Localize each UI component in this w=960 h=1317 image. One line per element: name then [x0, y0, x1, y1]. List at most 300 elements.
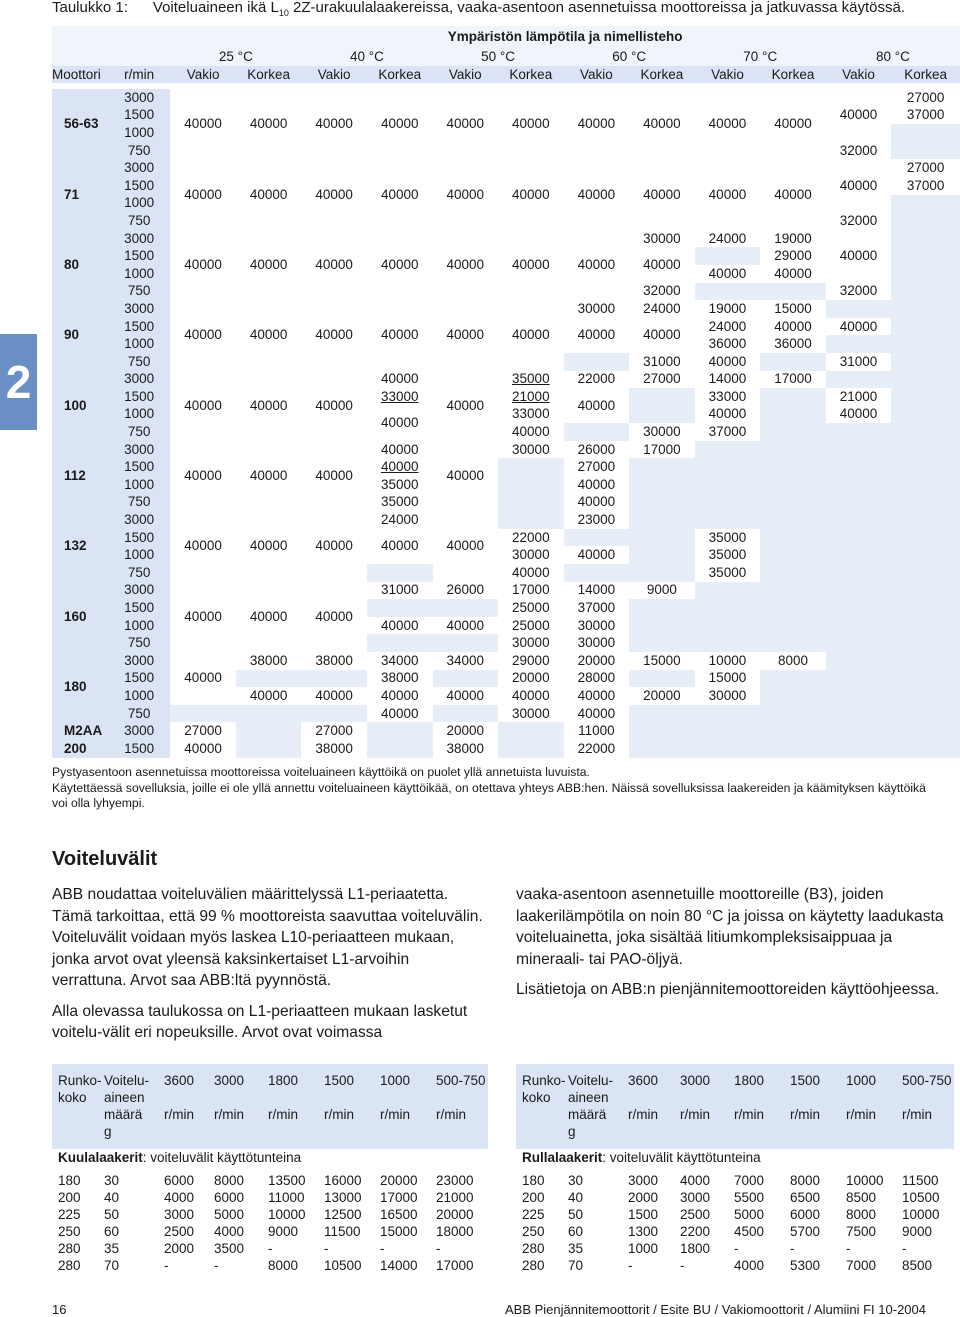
value-cell: 40000 — [170, 230, 236, 300]
value-cell: 15000 — [629, 652, 695, 670]
value-cell: 26000 — [433, 582, 499, 600]
value-cell: 40000 — [826, 89, 892, 142]
rpm-cell: 1500 — [108, 247, 170, 265]
value-cell: 31000 — [367, 582, 433, 600]
temp-40: 40 °C — [350, 49, 384, 64]
header-amount: määrä — [98, 1106, 158, 1123]
header-frame: Runko- — [52, 1072, 98, 1089]
value-cell: 31000 — [629, 353, 695, 371]
header-unit: r/min — [374, 1106, 430, 1123]
cell: 2000 — [622, 1189, 674, 1206]
header-amount: aineen — [98, 1089, 158, 1106]
value-cell: 20000 — [498, 670, 564, 688]
header-speed: 3600 — [622, 1072, 674, 1089]
value-cell: 15000 — [760, 300, 826, 318]
table-row — [52, 1223, 488, 1240]
col-korkea: Korkea — [904, 66, 948, 82]
cell: 11000 — [262, 1189, 318, 1206]
motor-label: 90 — [52, 300, 108, 370]
temp-50: 50 °C — [481, 49, 516, 64]
value-cell: 19000 — [695, 300, 761, 318]
value-cell: 40000 — [498, 300, 564, 370]
value-cell: 27000 — [170, 722, 236, 740]
section-row — [516, 1149, 954, 1166]
value-cell: 40000 — [236, 582, 302, 652]
value-cell: 40000 — [236, 230, 302, 300]
cell: 2200 — [674, 1223, 728, 1240]
table-note-1: Pystyasentoon asennetuissa moottoreissa voiteluaineen käyttöikä on puolet yllä annetuista luvuista. — [52, 765, 590, 779]
value-cell: 33000 — [498, 406, 564, 424]
cell: 20000 — [430, 1206, 488, 1223]
value-cell: 40000 — [367, 687, 433, 705]
cell: 6000 — [158, 1172, 208, 1189]
value-cell: 40000 — [498, 687, 564, 705]
col-vakio: Vakio — [448, 66, 482, 82]
rpm-cell: 1000 — [108, 406, 170, 424]
rpm-cell: 1500 — [108, 318, 170, 336]
temp-25: 25 °C — [218, 49, 253, 64]
value-cell: 40000 — [367, 406, 433, 441]
header-unit: r/min — [158, 1106, 208, 1123]
value-cell: 40000 — [367, 458, 433, 476]
col-motor: Moottori — [52, 66, 101, 82]
value-cell: 22000 — [498, 529, 564, 547]
roller-bearing-table — [516, 1064, 954, 1274]
header-unit: r/min — [728, 1106, 784, 1123]
caption-prefix: Taulukko 1: — [52, 0, 128, 16]
motor-label: 71 — [52, 159, 108, 229]
value-cell: 27000 — [891, 89, 960, 107]
header-unit: r/min — [208, 1106, 262, 1123]
value-cell: 40000 — [170, 300, 236, 370]
ball-rows — [52, 1172, 488, 1274]
cell: 6500 — [784, 1189, 840, 1206]
value-cell: 40000 — [170, 441, 236, 511]
section-title: Voiteluvälit — [52, 848, 158, 870]
cell: 13000 — [318, 1189, 374, 1206]
value-cell: 11000 — [564, 722, 630, 740]
section-row — [52, 1149, 488, 1166]
value-cell: 34000 — [433, 652, 499, 670]
cell: 17000 — [430, 1257, 488, 1274]
cell: 10000 — [840, 1172, 896, 1189]
value-cell: 10000 — [695, 652, 761, 670]
value-cell: 40000 — [236, 441, 302, 511]
value-cell: 40000 — [498, 564, 564, 582]
value-cell: 30000 — [498, 546, 564, 564]
col-korkea: Korkea — [640, 66, 684, 82]
value-cell: 40000 — [629, 247, 695, 282]
value-cell: 35000 — [695, 529, 761, 547]
value-cell: 25000 — [498, 599, 564, 617]
value-cell: 27000 — [301, 722, 367, 740]
table-row — [516, 1223, 954, 1240]
cell: - — [318, 1240, 374, 1257]
value-cell: 40000 — [695, 353, 761, 371]
header-frame: koko — [516, 1089, 562, 1106]
cell: 18000 — [430, 1223, 488, 1240]
cell: 16000 — [318, 1172, 374, 1189]
value-cell: 8000 — [760, 652, 826, 670]
value-cell: 40000 — [236, 371, 302, 441]
motor-label: 180 — [52, 652, 108, 722]
value-cell: 32000 — [826, 212, 892, 230]
cell: 250 — [516, 1223, 562, 1240]
value-cell: 40000 — [236, 159, 302, 229]
value-cell: 40000 — [236, 511, 302, 581]
value-cell: 40000 — [170, 89, 236, 159]
value-cell: 40000 — [498, 159, 564, 229]
header-frame: koko — [52, 1089, 98, 1106]
cell: 8000 — [784, 1172, 840, 1189]
table-caption — [52, 0, 905, 21]
table-row — [52, 1240, 488, 1257]
cell: 180 — [52, 1172, 98, 1189]
value-cell: 40000 — [629, 89, 695, 159]
header-amount: Voitelu- — [98, 1072, 158, 1089]
col-vakio: Vakio — [186, 66, 220, 82]
cell: 8500 — [896, 1257, 954, 1274]
table-row — [516, 1172, 954, 1189]
temp-80: 80 °C — [875, 49, 910, 64]
value-cell: 34000 — [367, 652, 433, 670]
value-cell: 24000 — [367, 511, 433, 529]
value-cell: 40000 — [367, 230, 433, 300]
value-cell: 30000 — [564, 634, 630, 652]
col-rpm: r/min — [124, 66, 155, 82]
rpm-cell: 1000 — [108, 476, 170, 494]
temp-70: 70 °C — [743, 49, 778, 64]
paragraph: Alla olevassa taulukossa on L1-periaatteen mukaan lasketut voitelu-välit eri nopeuksille. Arvot ovat voimassa — [52, 1002, 468, 1041]
cell: 250 — [52, 1223, 98, 1240]
value-cell: 22000 — [564, 740, 630, 758]
cell: 50 — [98, 1206, 158, 1223]
value-cell: 40000 — [564, 159, 630, 229]
rpm-cell: 750 — [108, 423, 170, 441]
rpm-cell: 1500 — [108, 177, 170, 195]
cell: 7000 — [728, 1172, 784, 1189]
value-cell: 37000 — [564, 599, 630, 617]
rpm-cell: 3000 — [108, 582, 170, 600]
cell: - — [728, 1240, 784, 1257]
value-cell: 40000 — [760, 89, 826, 159]
cell: 5300 — [784, 1257, 840, 1274]
col-vakio: Vakio — [317, 66, 351, 82]
value-cell: 32000 — [629, 283, 695, 301]
cell: 2500 — [158, 1223, 208, 1240]
value-cell: 32000 — [826, 283, 892, 301]
rpm-cell: 3000 — [108, 300, 170, 318]
motor-label: 80 — [52, 230, 108, 300]
value-cell: 20000 — [629, 687, 695, 705]
value-cell: 30000 — [564, 300, 630, 318]
paragraph: vaaka-asentoon asennetuille moottoreille (B3), joiden laakerilämpötila on noin 80 °C ja joissa on käytetty laadukasta voiteluainetta, joka sisältää litiumkompleksisaippuaa ja mineraali- tai PAO-öljyä. — [516, 886, 944, 968]
motor-label: 100 — [52, 371, 108, 441]
rpm-cell: 750 — [108, 212, 170, 230]
cell: 9000 — [896, 1223, 954, 1240]
rpm-cell: 1000 — [108, 335, 170, 353]
value-cell: 40000 — [826, 159, 892, 212]
col-vakio: Vakio — [842, 66, 875, 82]
value-cell: 40000 — [367, 159, 433, 229]
rpm-cell: 1000 — [108, 124, 170, 142]
cell: 40 — [98, 1189, 158, 1206]
cell: 1500 — [622, 1206, 674, 1223]
value-cell: 40000 — [826, 230, 892, 283]
col-korkea: Korkea — [509, 66, 553, 82]
cell: 60 — [98, 1223, 158, 1240]
value-cell: 35000 — [498, 371, 564, 389]
value-cell: 15000 — [695, 670, 761, 688]
cell: 4000 — [728, 1257, 784, 1274]
cell: 7000 — [840, 1257, 896, 1274]
value-cell: 40000 — [695, 265, 761, 283]
value-cell: 36000 — [760, 335, 826, 353]
cell: 35 — [562, 1240, 622, 1257]
cell: 180 — [516, 1172, 562, 1189]
header-unit: r/min — [784, 1106, 840, 1123]
cell: 40 — [562, 1189, 622, 1206]
cell: 6000 — [208, 1189, 262, 1206]
value-cell: 35000 — [695, 546, 761, 564]
header-speed: 1000 — [840, 1072, 896, 1089]
value-cell: 40000 — [760, 159, 826, 229]
cell: 35 — [98, 1240, 158, 1257]
rpm-cell: 750 — [108, 353, 170, 371]
rpm-cell: 3000 — [108, 230, 170, 248]
cell: 11500 — [318, 1223, 374, 1240]
value-cell: 40000 — [236, 89, 302, 159]
value-cell: 40000 — [367, 300, 433, 370]
value-cell: 40000 — [301, 89, 367, 159]
cell: - — [158, 1257, 208, 1274]
cell: 15000 — [374, 1223, 430, 1240]
value-cell: 31000 — [826, 353, 892, 371]
rpm-cell: 3000 — [108, 371, 170, 389]
rpm-cell: 750 — [108, 142, 170, 160]
cell: - — [622, 1257, 674, 1274]
cell: - — [208, 1257, 262, 1274]
value-cell: 40000 — [695, 159, 761, 229]
table-row — [52, 1206, 488, 1223]
header-speed: 500-750 — [896, 1072, 954, 1089]
value-cell: 40000 — [170, 159, 236, 229]
value-cell: 20000 — [433, 722, 499, 740]
value-cell: 40000 — [367, 371, 433, 389]
table-row — [52, 1189, 488, 1206]
rpm-cell: 3000 — [108, 441, 170, 459]
rpm-cell: 1500 — [108, 458, 170, 476]
grease-life-table — [52, 26, 960, 758]
paragraph: ABB noudattaa voiteluvälien määrittelyssä L1-periaatetta. Tämä tarkoittaa, että 99 % moottoreista saavuttaa voiteluvälin. Voiteluvälit voidaan myös laskea L10-periaatteen mukaan, jonka arvot ovat yleensä kaksinkertaiset L1-arvoihin verrattuna. Arvot saa ABB:ltä pyynnöstä. — [52, 886, 483, 989]
value-cell: 40000 — [629, 159, 695, 229]
cell: 16500 — [374, 1206, 430, 1223]
section-label: Kuulalaakerit — [58, 1150, 143, 1165]
value-cell: 28000 — [564, 670, 630, 688]
value-cell: 17000 — [760, 371, 826, 389]
value-cell: 40000 — [564, 89, 630, 159]
header-unit: r/min — [430, 1106, 488, 1123]
value-cell: 40000 — [367, 441, 433, 459]
cell: 225 — [52, 1206, 98, 1223]
value-cell: 37000 — [891, 107, 960, 125]
cell: 12500 — [318, 1206, 374, 1223]
value-cell: 30000 — [564, 617, 630, 635]
value-cell: 40000 — [433, 617, 499, 635]
cell: - — [674, 1257, 728, 1274]
cell: 70 — [562, 1257, 622, 1274]
cell: 2000 — [158, 1240, 208, 1257]
caption-subscript: 10 — [278, 8, 289, 18]
cell: - — [784, 1240, 840, 1257]
value-cell: 40000 — [301, 511, 367, 581]
value-cell: 40000 — [433, 89, 499, 159]
value-cell: 30000 — [498, 634, 564, 652]
cell: 5000 — [208, 1206, 262, 1223]
value-cell: 40000 — [170, 740, 236, 758]
rpm-cell: 750 — [108, 634, 170, 652]
header-speed: 500-750 — [430, 1072, 488, 1089]
value-cell: 40000 — [170, 652, 236, 705]
value-cell: 40000 — [498, 89, 564, 159]
cell: 1800 — [674, 1240, 728, 1257]
value-cell: 35000 — [367, 476, 433, 494]
value-cell: 40000 — [695, 89, 761, 159]
value-cell: 20000 — [564, 652, 630, 670]
value-cell: 40000 — [433, 300, 499, 370]
value-cell: 22000 — [564, 371, 630, 389]
rpm-cell: 1500 — [108, 388, 170, 406]
cell: 4500 — [728, 1223, 784, 1240]
value-cell: 40000 — [170, 582, 236, 652]
caption-text-rest: 2Z-urakuulalaakereissa, vaaka-asentoon asennetuissa moottoreissa ja jatkuvassa käytössä. — [288, 0, 906, 16]
header-frame: Runko- — [516, 1072, 562, 1089]
table-row — [516, 1206, 954, 1223]
value-cell: 35000 — [367, 494, 433, 512]
value-cell: 40000 — [433, 159, 499, 229]
cell: 21000 — [430, 1189, 488, 1206]
value-cell: 40000 — [433, 230, 499, 300]
header-unit: r/min — [674, 1106, 728, 1123]
col-vakio: Vakio — [711, 66, 744, 82]
value-cell: 40000 — [367, 705, 433, 723]
value-cell: 40000 — [236, 300, 302, 370]
cell: 200 — [52, 1189, 98, 1206]
header-speed: 1500 — [318, 1072, 374, 1089]
cell: 17000 — [374, 1189, 430, 1206]
group-header: Ympäristön lämpötila ja nimellisteho — [447, 29, 683, 44]
header-amount: Voitelu- — [562, 1072, 622, 1089]
col-vakio: Vakio — [579, 66, 613, 82]
value-cell: 40000 — [301, 300, 367, 370]
section-label: Rullalaakerit — [522, 1150, 603, 1165]
value-cell: 40000 — [564, 230, 630, 300]
rpm-cell: 1500 — [108, 107, 170, 125]
cell: 30 — [98, 1172, 158, 1189]
value-cell: 40000 — [629, 318, 695, 353]
cell: 8500 — [840, 1189, 896, 1206]
cell: 3000 — [158, 1206, 208, 1223]
value-cell: 36000 — [695, 335, 761, 353]
value-cell: 24000 — [695, 230, 761, 248]
value-cell: 40000 — [760, 265, 826, 283]
rpm-cell: 3000 — [108, 722, 170, 740]
rpm-cell: 3000 — [108, 652, 170, 670]
value-cell: 14000 — [564, 582, 630, 600]
cell: 30 — [562, 1172, 622, 1189]
value-cell: 24000 — [695, 318, 761, 336]
ball-bearing-table — [52, 1064, 488, 1274]
header-unit: r/min — [262, 1106, 318, 1123]
rpm-cell: 1500 — [108, 529, 170, 547]
value-cell: 40000 — [760, 318, 826, 336]
value-cell: 25000 — [498, 617, 564, 635]
header-unit: r/min — [318, 1106, 374, 1123]
page-number: 16 — [52, 1302, 67, 1317]
rpm-cell: 3000 — [108, 511, 170, 529]
value-cell: 35000 — [695, 564, 761, 582]
value-cell: 40000 — [301, 159, 367, 229]
rpm-cell: 3000 — [108, 89, 170, 107]
rpm-cell: 1500 — [108, 599, 170, 617]
header-speed: 3000 — [208, 1072, 262, 1089]
cell: 5000 — [728, 1206, 784, 1223]
value-cell: 37000 — [695, 423, 761, 441]
cell: 280 — [516, 1257, 562, 1274]
value-cell: 27000 — [629, 371, 695, 389]
value-cell: 23000 — [564, 511, 630, 529]
value-cell: 24000 — [629, 300, 695, 318]
motor-label: 200 — [52, 740, 108, 758]
rpm-cell: 3000 — [108, 159, 170, 177]
cell: 10000 — [262, 1206, 318, 1223]
section-label-rest: : voiteluvälit käyttötunteina — [602, 1150, 761, 1165]
cell: 70 — [98, 1257, 158, 1274]
cell: - — [896, 1240, 954, 1257]
value-cell: 38000 — [236, 652, 302, 670]
body-right — [516, 884, 956, 1001]
rpm-cell: 1500 — [108, 670, 170, 688]
cell: 6000 — [784, 1206, 840, 1223]
rpm-cell: 1000 — [108, 617, 170, 635]
value-cell: 40000 — [564, 476, 630, 494]
value-cell: 40000 — [301, 441, 367, 511]
rpm-cell: 1000 — [108, 265, 170, 283]
value-cell: 21000 — [826, 388, 892, 406]
value-cell: 40000 — [367, 617, 433, 635]
value-cell: 40000 — [367, 89, 433, 159]
cell: 10000 — [896, 1206, 954, 1223]
rpm-cell: 750 — [108, 705, 170, 723]
motor-label: 112 — [52, 441, 108, 511]
value-cell: 32000 — [826, 142, 892, 160]
value-cell: 38000 — [301, 740, 367, 758]
table-row — [516, 1240, 954, 1257]
header-amount: määrä — [562, 1106, 622, 1123]
cell: 1000 — [622, 1240, 674, 1257]
value-cell: 38000 — [301, 652, 367, 670]
publication-info: ABB Pienjännitemoottorit / Esite BU / Vakiomoottorit / Alumiini FI 10-2004 — [504, 1302, 926, 1317]
motor-label: 56-63 — [52, 89, 108, 159]
cell: 3000 — [674, 1189, 728, 1206]
cell: 7500 — [840, 1223, 896, 1240]
cell: 200 — [516, 1189, 562, 1206]
value-cell: 40000 — [433, 511, 499, 581]
value-cell: 40000 — [301, 582, 367, 652]
value-cell: 40000 — [433, 687, 499, 705]
cell: 3500 — [208, 1240, 262, 1257]
cell: 5500 — [728, 1189, 784, 1206]
